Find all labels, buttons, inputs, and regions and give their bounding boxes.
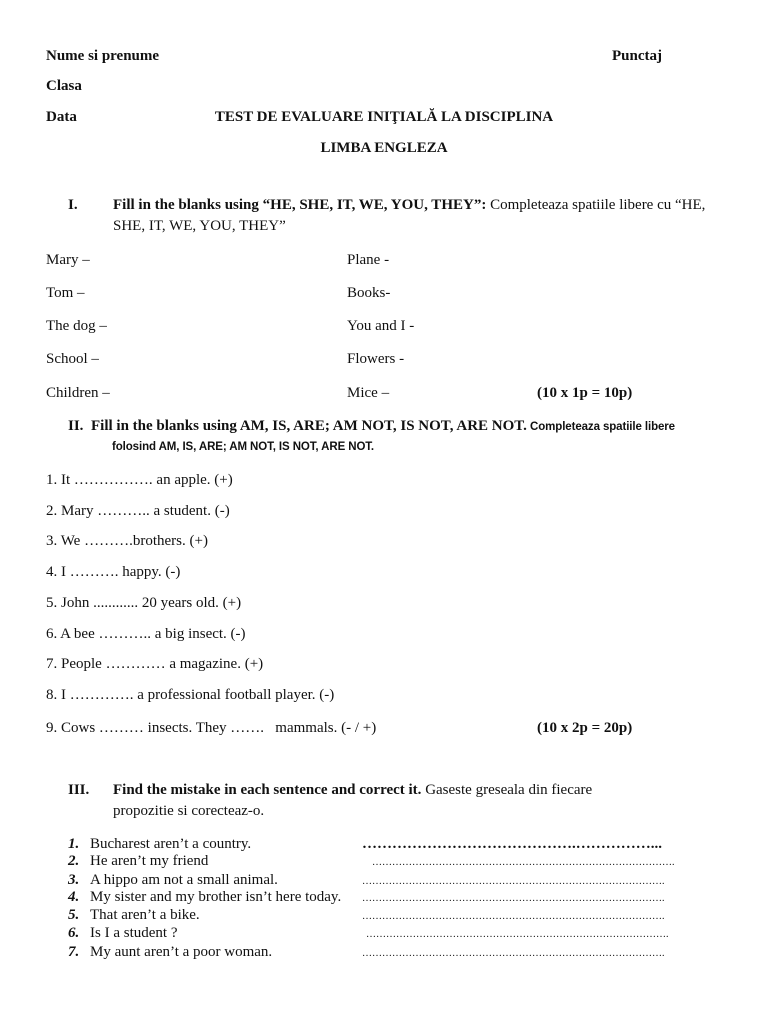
blank-item: Mice –	[347, 385, 390, 401]
section-2-instruction: Fill in the blanks using AM, IS, ARE; AM NOT, IS NOT, ARE NOT.	[91, 418, 527, 434]
section-3-instruction: Find the mistake in each sentence and correct it.	[113, 782, 422, 798]
exercise-item: 3. We ……….brothers. (+)	[46, 533, 208, 549]
item-number: 2.	[68, 853, 80, 869]
answer-line: …………………………………….……………...	[362, 836, 662, 852]
section-3-heading	[68, 781, 592, 799]
item-sentence: That aren’t a bike.	[90, 907, 200, 923]
name-label: Nume si prenume	[46, 48, 160, 64]
date-label: Data	[46, 109, 77, 125]
exercise-item: 4. I ………. happy. (-)	[46, 564, 181, 580]
section-1-points: (10 x 1p = 10p)	[537, 385, 633, 401]
section-2-heading	[68, 417, 675, 436]
answer-line: ……………………………………………………………………………….	[362, 893, 665, 904]
section-1-pronouns: “HE, SHE, IT, WE, YOU, THEY”:	[262, 197, 487, 213]
exercise-item: 7. People ………… a magazine. (+)	[46, 656, 264, 672]
subject-title: LIMBA ENGLEZA	[320, 140, 448, 156]
section-2-translation-cont: folosind AM, IS, ARE; AM NOT, IS NOT, ARE NOT.	[112, 441, 375, 453]
answer-line: ……………………………………………………………………………….	[362, 876, 665, 887]
correction-item	[68, 852, 675, 872]
section-1-number: I.	[68, 197, 78, 213]
blank-item: Flowers -	[347, 351, 405, 367]
item-number: 7.	[68, 944, 80, 960]
section-1-instruction: Fill in the blanks using	[113, 197, 263, 213]
section-3-translation-cont: propozitie si corecteaz-o.	[113, 803, 265, 819]
section-2-translation: Completeaza spatiile libere	[526, 421, 675, 433]
item-sentence: A hippo am not a small animal.	[90, 872, 278, 888]
correction-item	[68, 906, 665, 926]
correction-item	[68, 835, 662, 853]
exercise-item: 5. John ............ 20 years old. (+)	[46, 595, 242, 611]
item-number: 5.	[68, 907, 80, 923]
section-2-points: (10 x 2p = 20p)	[537, 720, 633, 736]
answer-line: ……………………………………………………………………………….	[362, 948, 665, 959]
exercise-item: 6. A bee ……….. a big insect. (-)	[46, 626, 246, 642]
blank-item: Plane -	[347, 252, 390, 268]
correction-item	[68, 943, 665, 963]
item-sentence: Is I a student ?	[90, 925, 178, 941]
item-sentence: He aren’t my friend	[90, 853, 209, 869]
blank-item: The dog –	[46, 318, 107, 334]
exercise-item: 9. Cows ……… insects. They ……. mammals. (- / +)	[46, 720, 377, 736]
section-1-translation: Completeaza spatiile libere cu “HE,	[486, 197, 706, 213]
section-2-number: II.	[68, 418, 84, 434]
answer-line: ……………………………………………………………………………….	[372, 857, 675, 868]
section-1-translation-cont: SHE, IT, WE, YOU, THEY”	[113, 218, 286, 234]
item-number: 3.	[68, 872, 80, 888]
blank-item: Books-	[347, 285, 391, 301]
section-1-heading	[68, 196, 705, 214]
blank-item: Mary –	[46, 252, 90, 268]
answer-line: ……………………………………………………………………………….	[366, 929, 669, 940]
item-number: 6.	[68, 925, 80, 941]
exercise-item: 1. It ……………. an apple. (+)	[46, 472, 233, 488]
test-title: TEST DE EVALUARE INIŢIALĂ LA DISCIPLINA	[214, 109, 554, 125]
class-label: Clasa	[46, 78, 82, 94]
section-3-number: III.	[68, 782, 90, 798]
item-sentence: My aunt aren’t a poor woman.	[90, 944, 273, 960]
item-sentence: Bucharest aren’t a country.	[90, 836, 252, 852]
answer-line: ……………………………………………………………………………….	[362, 911, 665, 922]
correction-item	[68, 924, 669, 944]
exercise-item: 8. I …………. a professional football player. (-)	[46, 687, 335, 703]
item-sentence: My sister and my brother isn’t here today.	[90, 889, 342, 905]
correction-item	[68, 888, 665, 908]
blank-item: Tom –	[46, 285, 85, 301]
blank-item: Children –	[46, 385, 110, 401]
blank-item: School –	[46, 351, 99, 367]
blank-item: You and I -	[347, 318, 415, 334]
item-number: 1.	[68, 836, 80, 852]
item-number: 4.	[68, 889, 80, 905]
exercise-item: 2. Mary ……….. a student. (-)	[46, 503, 230, 519]
score-label: Punctaj	[612, 48, 662, 64]
section-3-translation: Gaseste greseala din fiecare	[421, 782, 593, 798]
